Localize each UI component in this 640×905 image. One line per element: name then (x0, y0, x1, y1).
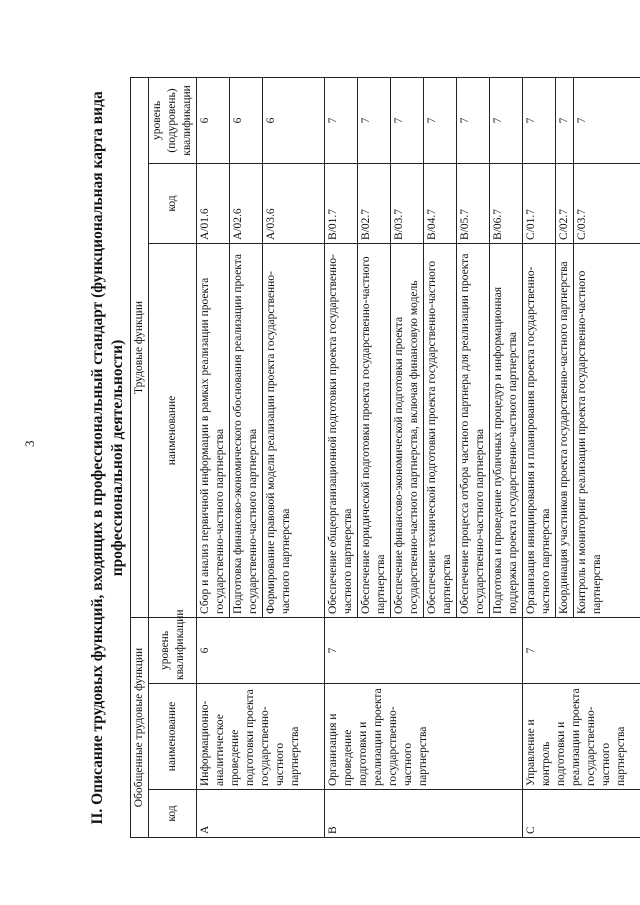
title-line-1: II. Описание трудовых функций, входящих в профессиональный стандарт (функциональная карта вида (89, 91, 106, 825)
function-code: B/06.7 (490, 163, 523, 243)
table-row (523, 77, 556, 837)
function-code: C/01.7 (523, 163, 556, 243)
function-level: 7 (391, 77, 424, 163)
function-code: B/03.7 (391, 163, 424, 243)
group-code: A (197, 790, 325, 838)
group-code: B (325, 790, 523, 838)
function-name: Обеспечение технической подготовки проекта государственно-частного партнерства (424, 243, 457, 617)
function-code: B/05.7 (457, 163, 490, 243)
function-name: Обеспечение юридической подготовки проекта государственно-частного партнерства (358, 243, 391, 617)
group-name: Информационно-аналитическое проведение подготовки проекта государственно-частного партнерства (197, 684, 325, 790)
header-name-1: наименование (149, 684, 197, 790)
function-level: 6 (197, 77, 230, 163)
function-level: 7 (574, 77, 640, 163)
header-row-2 (149, 77, 197, 837)
function-name: Контроль и мониторинг реализации проекта государственно-частного партнерства (574, 243, 640, 617)
function-level: 6 (230, 77, 263, 163)
function-level: 7 (457, 77, 490, 163)
section-title (88, 78, 128, 838)
function-code: B/01.7 (325, 163, 358, 243)
function-code: B/04.7 (424, 163, 457, 243)
function-code: A/02.6 (230, 163, 263, 243)
group-level: 6 (197, 617, 325, 683)
function-name: Обеспечение общеорганизационной подготовки проекта государственно-частного партнерства (325, 243, 358, 617)
function-code: C/03.7 (574, 163, 640, 243)
function-level: 7 (556, 77, 574, 163)
function-level: 7 (523, 77, 556, 163)
function-code: C/02.7 (556, 163, 574, 243)
title-line-2: профессиональной деятельности) (109, 339, 126, 577)
function-code: A/01.6 (197, 163, 230, 243)
header-labor: Трудовые функции (131, 77, 149, 617)
functional-map-table (130, 77, 640, 838)
function-level: 7 (490, 77, 523, 163)
group-name: Управление и контроль подготовки и реализации проекта государственно-частного партнерства (523, 684, 640, 790)
function-code: A/03.6 (263, 163, 325, 243)
function-name: Организация инициирования и планирования проекта государственно-частного партнерства (523, 243, 556, 617)
function-level: 7 (358, 77, 391, 163)
header-code-2: код (149, 163, 197, 243)
table-row (197, 77, 230, 837)
header-sublevel: уровень (подуровень) квалификации (149, 77, 197, 163)
header-level-1: уровень квалификации (149, 617, 197, 683)
function-name: Формирование правовой модели реализации проекта государственно-частного партнерства (263, 243, 325, 617)
function-name: Координация участников проекта государственно-частного партнерства (556, 243, 574, 617)
rotated-content (50, 78, 627, 838)
function-level: 6 (263, 77, 325, 163)
function-name: Подготовка финансово-экономического обоснования реализации проекта государственно-частного партнерства (230, 243, 263, 617)
group-name: Организация и проведение подготовки и реализации проекта государственно-частного партнерства (325, 684, 523, 790)
header-name-2: наименование (149, 243, 197, 617)
function-name: Подготовка и проведение публичных процедур и информационная поддержка проекта государственно-частного партнерства (490, 243, 523, 617)
function-name: Сбор и анализ первичной информации в рамках реализации проекта государственно-частного партнерства (197, 243, 230, 617)
function-name: Обеспечение процесса отбора частного партнера для реализации проекта государственно-частного партнерства (457, 243, 490, 617)
header-row-1 (131, 77, 149, 837)
page-number: 3 (22, 440, 37, 447)
table-row (325, 77, 358, 837)
header-generalized: Обобщенные трудовые функции (131, 617, 149, 837)
header-code-1: код (149, 790, 197, 838)
function-name: Обеспечение финансово-экономической подготовки проекта государственно-частного партнерства, включая финансовую модель (391, 243, 424, 617)
group-level: 7 (325, 617, 523, 683)
function-code: B/02.7 (358, 163, 391, 243)
function-level: 7 (325, 77, 358, 163)
group-code: C (523, 790, 640, 838)
function-level: 7 (424, 77, 457, 163)
group-level: 7 (523, 617, 640, 683)
